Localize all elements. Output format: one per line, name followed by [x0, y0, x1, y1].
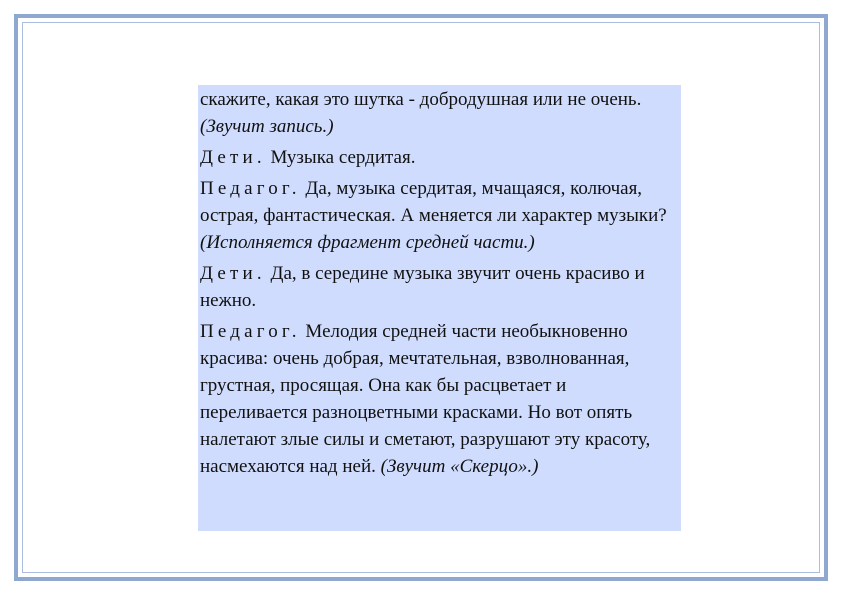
- dialogue-text-box: [198, 85, 681, 531]
- paragraph-text: скажите, какая это шутка - добродушная или не очень.: [200, 89, 642, 110]
- stage-direction: (Звучит запись.): [200, 116, 334, 137]
- dialogue-paragraph: [200, 260, 678, 314]
- stage-direction: (Исполняется фрагмент средней части.): [200, 232, 535, 253]
- stage-direction: (Звучит «Скерцо».): [380, 456, 539, 477]
- speaker-label: Дети.: [200, 147, 266, 168]
- dialogue-paragraph: [200, 175, 678, 256]
- speaker-label: Дети.: [200, 263, 266, 284]
- speaker-label: Педагог.: [200, 178, 301, 199]
- paragraph-text: Мелодия средней части необыкновенно красива: очень добрая, мечтательная, взволнованная, грустная, просящая. Она как бы расцветает и переливается разноцветными красками. Но вот опять налетают злые силы и сметают, разрушают эту красоту, насмехаются над ней.: [200, 321, 651, 477]
- speaker-label: Педагог.: [200, 321, 301, 342]
- dialogue-paragraph: [200, 86, 678, 140]
- dialogue-paragraph: [200, 144, 678, 171]
- paragraph-text: Да, в середине музыка звучит очень красиво и нежно.: [200, 263, 645, 311]
- paragraph-text: Музыка сердитая.: [265, 147, 416, 168]
- dialogue-paragraph: [200, 318, 678, 480]
- paragraph-text: Да, музыка сердитая, мчащаяся, колючая, острая, фантастическая. А меняется ли характер музыки?: [200, 178, 667, 226]
